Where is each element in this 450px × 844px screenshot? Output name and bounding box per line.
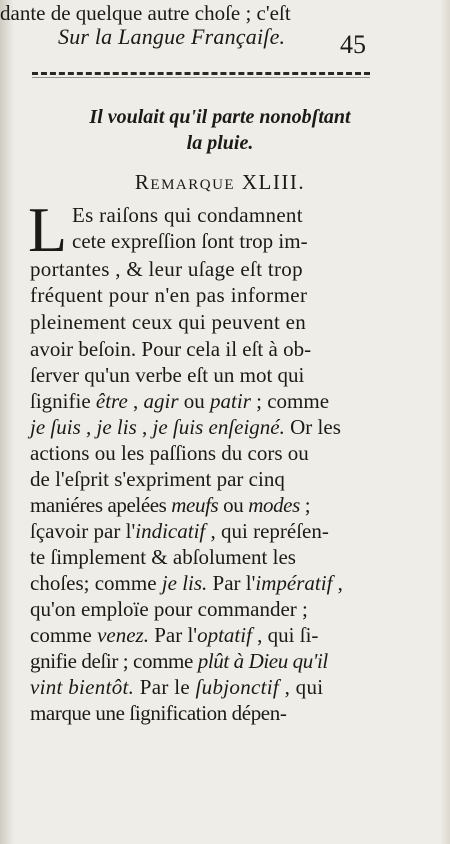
header-rule [32,72,370,75]
text-run: pleinement ceux qui peuvent en [30,310,307,334]
page-number: 45 [340,30,366,59]
text-run: , qui ſi- [251,623,319,647]
text-line [72,202,303,228]
running-head: Sur la Langue Françaiſe. [58,24,286,49]
text-run: Par le [134,675,196,699]
text-line [72,228,308,254]
text-line [30,256,303,282]
text-line [30,492,310,518]
text-run: gnifie deſir ; comme [30,649,198,673]
text-run: choſes; comme [30,571,162,595]
text-line [30,466,285,492]
italic-term: impératif [255,571,333,595]
text-run: comme [30,623,98,647]
text-run: avoir beſoin. Pour cela il eſt à ob- [30,337,312,361]
text-run: qu'on emploïe pour commander ; [30,597,308,621]
section-heading [60,104,380,156]
text-run: ſerver qu'un verbe eſt un mot qui [30,363,305,387]
text-line [30,596,308,622]
italic-term: patir [210,389,251,413]
text-line [30,544,296,570]
text-run: de l'eſprit s'expriment par cinq [30,467,285,491]
text-run: Es raiſons qui condamnent [72,203,303,227]
text-line [30,362,304,388]
text-run: , qui repréſen- [205,519,329,543]
text-line [30,282,307,308]
text-line [30,622,318,648]
text-run: ; comme [250,389,330,413]
italic-term: je lis. [161,571,208,595]
text-line [30,336,311,362]
text-run: cete expreſſion ſont trop im- [72,229,308,253]
italic-term: vint bientôt. [30,675,135,699]
drop-cap: L [28,194,68,265]
italic-term: agir [143,389,179,413]
text-run: ſçavoir par l' [30,519,136,543]
text-run: Par l' [207,571,256,595]
text-line [30,570,343,596]
text-run: ou [178,389,211,413]
italic-term: meufs [171,493,219,517]
text-run: Or les [284,415,341,439]
italic-term: plût à Dieu qu'il [197,649,328,673]
text-line [30,309,306,335]
text-run: Par l' [148,623,198,647]
italic-term: je ſuis , je lis [30,415,137,439]
italic-term: être [95,389,128,413]
italic-term: optatif [197,623,252,647]
text-run: maniéres apelées [30,493,172,517]
text-run: dante de quelque autre choſe ; c'eſt [0,1,291,25]
text-line [30,440,309,466]
italic-term: modes [248,493,300,517]
text-run: marque une ſignification dépen- [30,701,287,725]
text-line [30,648,328,674]
italic-term: ſubjonctif [195,675,280,699]
text-line [30,674,323,700]
text-run: actions ou les paſſions du cors ou [30,441,309,465]
text-run: te ſimplement & abſolument les [30,545,296,569]
text-line [0,0,291,26]
text-line [30,414,341,440]
text-line [30,518,329,544]
text-run: , qui [279,675,324,699]
section-heading-line-2: la pluie. [186,132,254,154]
header-rule-thin [32,77,370,78]
text-run: , [332,571,343,595]
italic-term: je ſuis enſeigné. [152,415,285,439]
section-heading-line-1: Il voulait qu'il parte nonobſtant [89,106,351,128]
page-edge-shadow [440,0,450,844]
italic-term: indicatif [135,519,206,543]
text-run: fréquent pour n'en pas informer [30,283,308,307]
text-run: portantes , & leur uſage eſt trop [30,257,303,281]
text-line [30,388,329,414]
remark-title: Remarque XLIII. [134,170,306,194]
text-run: ſignifie [30,389,96,413]
text-run: , [127,389,144,413]
text-run: , [136,415,153,439]
page-gutter-shadow [0,0,14,844]
text-line [30,700,286,726]
italic-term: venez. [97,623,149,647]
text-run: ou [218,493,249,517]
text-run: ; [299,493,311,517]
